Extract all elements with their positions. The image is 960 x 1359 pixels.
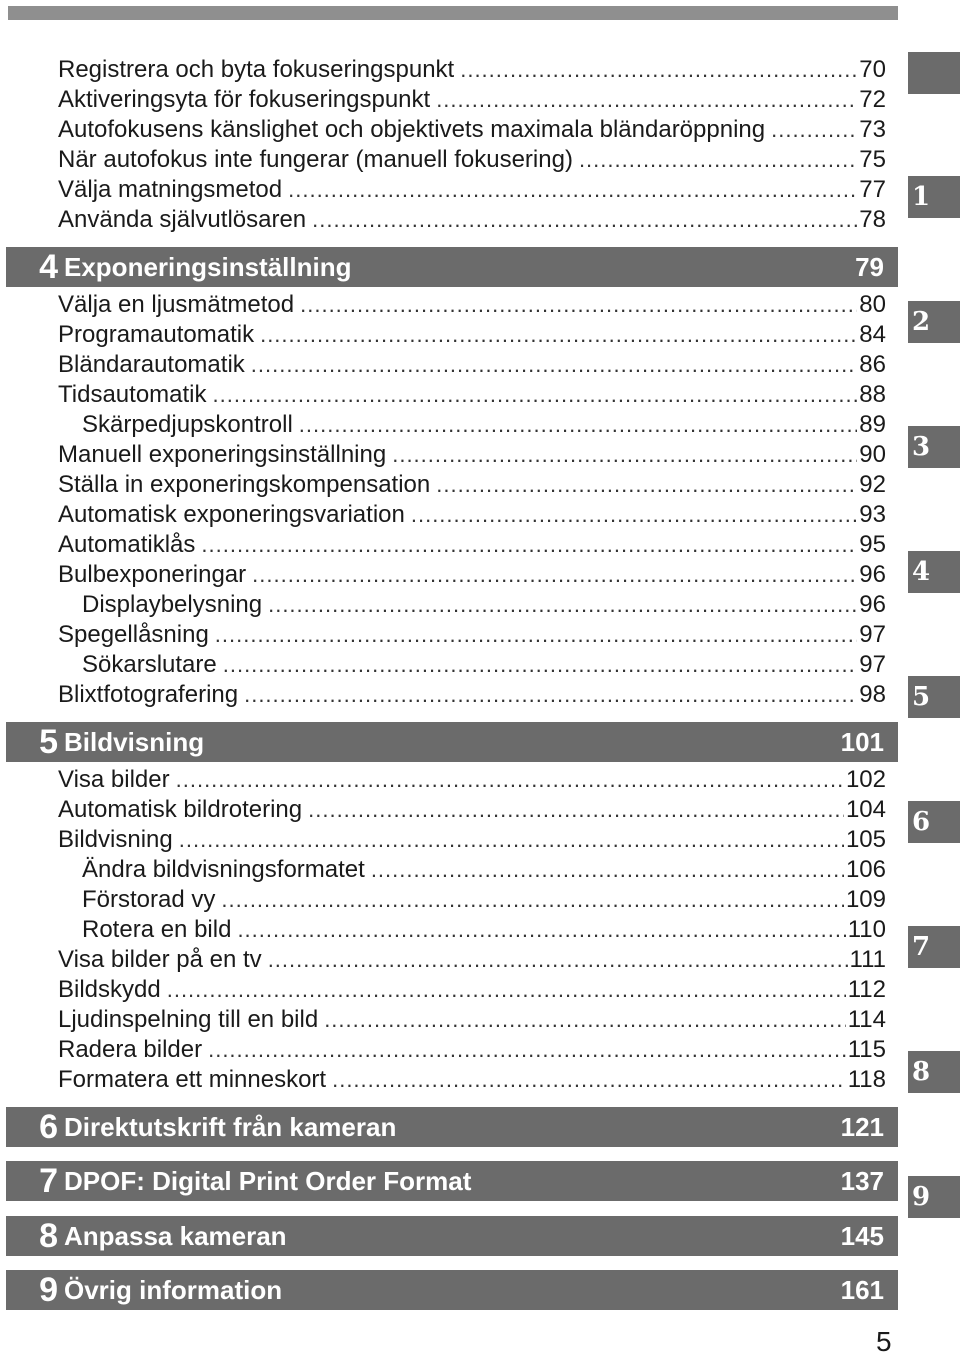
chapter-heading-4[interactable] (6, 247, 898, 287)
page-number: 5 (876, 1326, 892, 1357)
toc-entry[interactable] (58, 560, 886, 590)
side-tab-3[interactable]: 3 (908, 426, 960, 468)
toc-entry[interactable] (58, 350, 886, 380)
entry-title: Ställa in exponeringskompensation (58, 471, 431, 498)
entry-title: Bländarautomatik (58, 351, 245, 378)
side-tab-5[interactable]: 5 (908, 676, 960, 718)
toc-entry[interactable] (58, 765, 886, 795)
dot-leader (252, 560, 857, 590)
toc-entry[interactable] (58, 85, 886, 115)
entry-title: Blixtfotografering (58, 681, 239, 708)
side-tab-4[interactable]: 4 (908, 551, 960, 593)
toc-entry[interactable] (58, 1065, 886, 1095)
entry-page: 92 (859, 471, 886, 498)
toc-entry[interactable] (58, 440, 886, 470)
chapter-page: 145 (840, 1220, 884, 1251)
entry-title: Skärpedjupskontroll (82, 411, 293, 438)
entry-page: 86 (859, 351, 886, 378)
entry-page: 73 (859, 116, 886, 143)
entry-title: Autofokusens känslighet och objektivets maximala bländaröppning (58, 116, 766, 143)
chapter-page: 121 (840, 1111, 884, 1142)
dot-leader (392, 440, 857, 470)
toc-entry[interactable] (58, 1035, 886, 1065)
entry-title: Aktiveringsyta för fokuseringspunkt (58, 86, 431, 113)
dot-leader (436, 470, 857, 500)
entry-page: 89 (859, 411, 886, 438)
entry-title: Automatisk bildrotering (58, 796, 303, 823)
chapter-heading-7[interactable] (6, 1161, 898, 1201)
toc-entry[interactable] (58, 145, 886, 175)
chapter-title: Bildvisning (64, 726, 205, 757)
dot-leader (436, 85, 857, 115)
toc-entry[interactable] (58, 290, 886, 320)
toc-subentry[interactable] (82, 885, 886, 915)
entry-page: 70 (859, 56, 886, 83)
dot-leader (308, 795, 844, 825)
chapter-number: 6 (39, 1107, 58, 1146)
entry-page: 75 (859, 146, 886, 173)
toc-entry[interactable] (58, 1005, 886, 1035)
chapter-title: Direktutskrift från kameran (64, 1111, 397, 1142)
entry-title: Registrera och byta fokuseringspunkt (58, 56, 455, 83)
chapter-page: 79 (855, 251, 884, 282)
toc-subentry[interactable] (82, 590, 886, 620)
toc-entry[interactable] (58, 975, 886, 1005)
dot-leader (176, 765, 844, 795)
dot-leader (460, 55, 857, 85)
dot-leader (167, 975, 846, 1005)
entry-title: Välja matningsmetod (58, 176, 283, 203)
chapter-page: 101 (840, 726, 884, 757)
entry-page: 77 (859, 176, 886, 203)
dot-leader (221, 885, 844, 915)
side-tab-8[interactable]: 8 (908, 1051, 960, 1093)
chapter-number: 8 (39, 1216, 58, 1255)
entry-page: 102 (845, 766, 886, 793)
entry-page: 105 (845, 826, 886, 853)
entry-title: Rotera en bild (82, 916, 232, 943)
dot-leader (312, 205, 857, 235)
dot-leader (251, 350, 858, 380)
entry-title: Programautomatik (58, 321, 255, 348)
side-tab-6[interactable]: 6 (908, 801, 960, 843)
dot-leader (579, 145, 857, 175)
chapter-heading-9[interactable] (6, 1270, 898, 1310)
dot-leader (215, 620, 858, 650)
toc-entry[interactable] (58, 55, 886, 85)
dot-leader (237, 915, 845, 945)
chapter-title: Anpassa kameran (64, 1220, 287, 1251)
dot-leader (411, 500, 857, 530)
side-tab-1[interactable]: 1 (908, 176, 960, 218)
dot-leader (332, 1065, 846, 1095)
dot-leader (244, 680, 857, 710)
entry-title: Förstorad vy (82, 886, 216, 913)
toc-entry[interactable] (58, 205, 886, 235)
chapter-title: Övrig information (64, 1274, 283, 1305)
entry-title: Radera bilder (58, 1036, 203, 1063)
dot-leader (288, 175, 857, 205)
side-tab-blank[interactable] (908, 52, 960, 94)
chapter-page: 137 (840, 1165, 884, 1196)
toc-entry[interactable] (58, 500, 886, 530)
dot-leader (771, 115, 857, 145)
entry-title: Välja en ljusmätmetod (58, 291, 295, 318)
toc-entry[interactable] (58, 795, 886, 825)
entry-title: Sökarslutare (82, 651, 217, 678)
entry-page: 97 (859, 621, 886, 648)
entry-page: 80 (859, 291, 886, 318)
dot-leader (208, 1035, 846, 1065)
toc-entry[interactable] (58, 380, 886, 410)
toc-entry[interactable] (58, 115, 886, 145)
entry-page: 115 (847, 1036, 886, 1063)
dot-leader (371, 855, 844, 885)
entry-title: Formatera ett minneskort (58, 1066, 327, 1093)
entry-page: 84 (859, 321, 886, 348)
entry-title: Visa bilder på en tv (58, 946, 262, 973)
entry-page: 104 (845, 796, 886, 823)
entry-page: 109 (845, 886, 886, 913)
side-tab-2[interactable]: 2 (908, 301, 960, 343)
entry-page: 111 (849, 946, 886, 973)
entry-page: 93 (859, 501, 886, 528)
entry-title: Bildskydd (58, 976, 161, 1003)
chapter-number: 5 (39, 722, 58, 761)
entry-page: 72 (859, 86, 886, 113)
chapter-heading-5[interactable] (6, 722, 898, 762)
entry-title: När autofokus inte fungerar (manuell fokusering) (58, 146, 573, 173)
entry-page: 96 (859, 591, 886, 618)
entry-title: Automatiklås (58, 531, 196, 558)
toc-entry[interactable] (58, 470, 886, 500)
toc-subentry[interactable] (82, 855, 886, 885)
entry-page: 98 (859, 681, 886, 708)
toc-entry[interactable] (58, 825, 886, 855)
entry-page: 114 (847, 1006, 886, 1033)
toc-subentry[interactable] (82, 915, 886, 945)
entry-page: 90 (859, 441, 886, 468)
entry-page: 97 (859, 651, 886, 678)
dot-leader (299, 410, 858, 440)
dot-leader (268, 590, 857, 620)
entry-page: 95 (859, 531, 886, 558)
entry-title: Displaybelysning (82, 591, 263, 618)
dot-leader (179, 825, 844, 855)
dot-leader (300, 290, 857, 320)
chapter-title: DPOF: Digital Print Order Format (64, 1165, 472, 1196)
toc-entry[interactable] (58, 175, 886, 205)
chapter-title: Exponeringsinställning (64, 251, 352, 282)
entry-title: Spegellåsning (58, 621, 209, 648)
entry-title: Tidsautomatik (58, 381, 207, 408)
entry-title: Visa bilder (58, 766, 170, 793)
entry-page: 112 (847, 976, 886, 1003)
chapter-heading-6[interactable] (6, 1107, 898, 1147)
entry-title: Automatisk exponeringsvariation (58, 501, 405, 528)
dot-leader (268, 945, 848, 975)
entry-title: Använda självutlösaren (58, 206, 307, 233)
dot-leader (260, 320, 857, 350)
toc-entry[interactable] (58, 680, 886, 710)
dot-leader (324, 1005, 846, 1035)
entry-title: Bildvisning (58, 826, 173, 853)
toc-subentry[interactable] (82, 410, 886, 440)
entry-page: 78 (859, 206, 886, 233)
toc-entry[interactable] (58, 620, 886, 650)
entry-page: 118 (847, 1066, 886, 1093)
entry-page: 110 (847, 916, 886, 943)
entry-title: Manuell exponeringsinställning (58, 441, 387, 468)
dot-leader (223, 650, 858, 680)
toc-entry[interactable] (58, 945, 886, 975)
entry-page: 88 (859, 381, 886, 408)
entry-title: Ljudinspelning till en bild (58, 1006, 319, 1033)
entry-title: Ändra bildvisningsformatet (82, 856, 365, 883)
dot-leader (213, 380, 858, 410)
toc-subentry[interactable] (82, 650, 886, 680)
chapter-number: 4 (39, 247, 58, 286)
chapter-number: 9 (39, 1270, 58, 1309)
chapter-number: 7 (39, 1161, 58, 1200)
side-tab-7[interactable]: 7 (908, 926, 960, 968)
entry-title: Bulbexponeringar (58, 561, 247, 588)
toc-entry[interactable] (58, 320, 886, 350)
toc-entry[interactable] (58, 530, 886, 560)
chapter-page: 161 (840, 1274, 884, 1305)
entry-page: 106 (845, 856, 886, 883)
dot-leader (201, 530, 857, 560)
chapter-heading-8[interactable] (6, 1216, 898, 1256)
entry-page: 96 (859, 561, 886, 588)
side-tab-9[interactable]: 9 (908, 1176, 960, 1218)
